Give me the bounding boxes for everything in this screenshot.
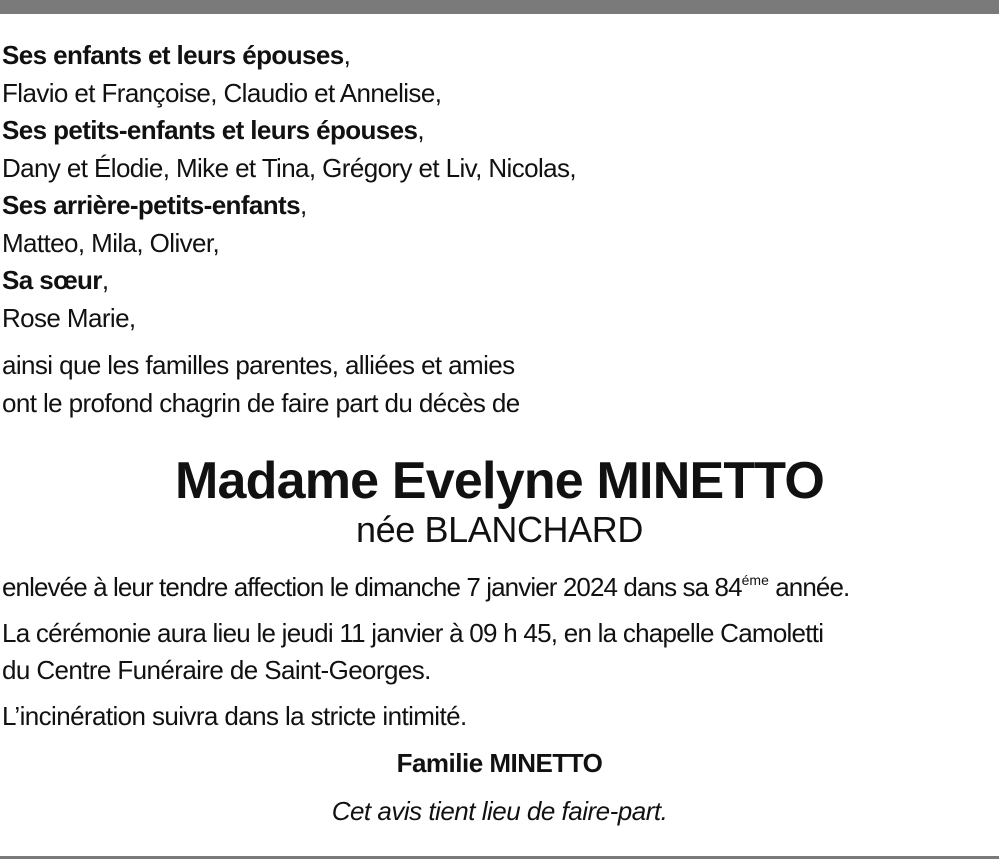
great-grandchildren-line: Ses arrière-petits-enfants, xyxy=(2,190,307,220)
grandchildren-line: Ses petits-enfants et leurs épouses, xyxy=(2,115,424,145)
maiden-name: née BLANCHARD xyxy=(356,509,643,550)
family-signature: Familie MINETTO xyxy=(396,748,603,778)
ceremony-line-1: La cérémonie aura lieu le jeudi 11 janvier à 09 h 45, en la chapelle Camoletti xyxy=(2,617,824,648)
ordinal-suffix: éme xyxy=(741,572,769,588)
death-statement: enlevée à leur tendre affection le dimanche 7 janvier 2024 dans sa $84^{éme}$ année. xyxy=(2,572,850,602)
spacer xyxy=(2,735,997,745)
spacer xyxy=(2,607,997,615)
bottom-divider-rule xyxy=(0,856,999,859)
spacer xyxy=(2,690,997,698)
notice-note: Cet avis tient lieu de faire-part. xyxy=(331,796,668,826)
top-divider-bar xyxy=(0,0,999,14)
great-grandchildren-heading: Ses arrière-petits-enfants xyxy=(2,190,300,220)
spacer xyxy=(2,550,997,562)
sister-line: Sa sœur, xyxy=(2,265,109,295)
spacer xyxy=(2,422,997,452)
children-heading: Ses enfants et leurs épouses xyxy=(2,40,344,70)
announcement-line-1: ainsi que les familles parentes, alliées et amies xyxy=(2,350,515,380)
ceremony-line-2: du Centre Funéraire de Saint-Georges. xyxy=(2,655,431,685)
spacer xyxy=(2,337,997,347)
announcement-line-2: ont le profond chagrin de faire part du décès de xyxy=(2,387,520,418)
great-grandchildren-names: Matteo, Mila, Oliver, xyxy=(2,227,220,258)
cremation-statement: L’incinération suivra dans la stricte intimité. xyxy=(2,700,467,731)
obituary-notice xyxy=(2,37,997,829)
deceased-name: Madame Evelyne MINETTO xyxy=(175,452,824,510)
grandchildren-heading: Ses petits-enfants et leurs épouses xyxy=(2,115,418,145)
grandchildren-names: Dany et Élodie, Mike et Tina, Grégory et Liv, Nicolas, xyxy=(2,152,577,183)
children-names: Flavio et Françoise, Claudio et Annelise, xyxy=(2,77,442,108)
sister-heading: Sa sœur xyxy=(2,265,102,295)
children-line: Ses enfants et leurs épouses, xyxy=(2,40,351,70)
sister-names: Rose Marie, xyxy=(2,302,136,333)
